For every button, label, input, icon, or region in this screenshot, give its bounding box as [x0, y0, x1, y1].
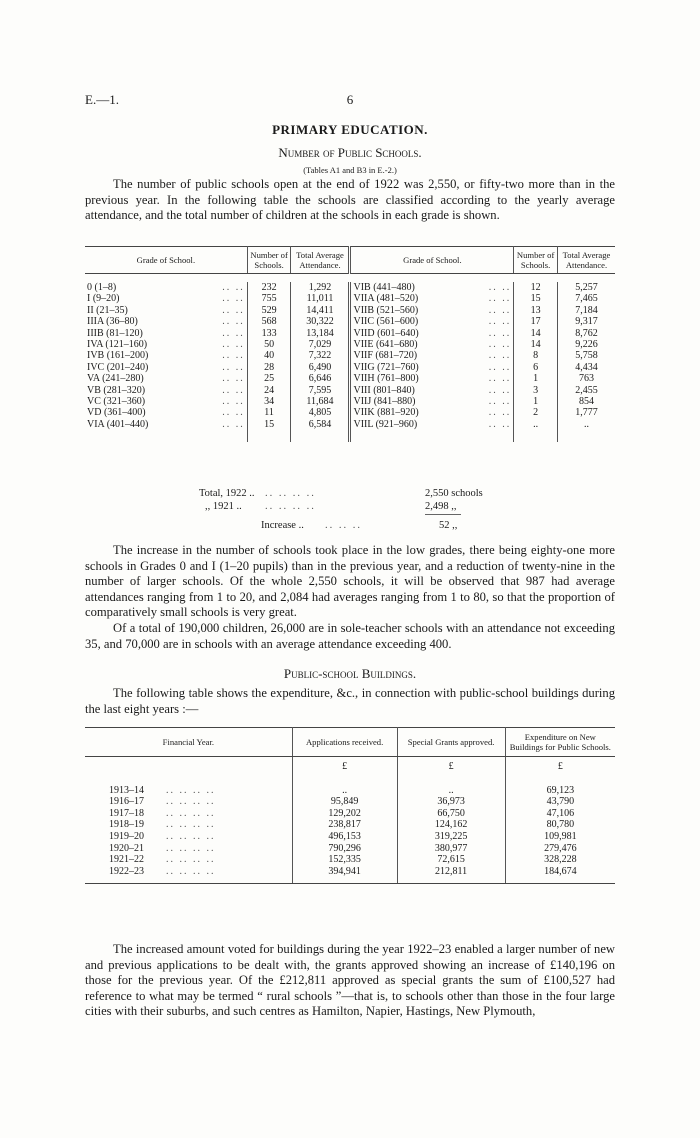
financial-year: 1916–17	[109, 796, 144, 808]
school-count: 28	[247, 362, 291, 373]
school-count: 14	[514, 339, 558, 350]
school-count: 50	[247, 339, 291, 350]
grade-label: IVA (121–160)	[87, 339, 148, 351]
attendance-total: 8,762	[575, 327, 598, 339]
school-count: 40	[247, 350, 291, 361]
table-reference-note: (Tables A1 and B3 in E.-2.)	[303, 165, 397, 175]
grade-label: VA (241–280)	[87, 373, 144, 385]
attendance-total: 11,011	[291, 293, 350, 304]
grants-value: 124,162	[397, 819, 505, 831]
expenditure-header: Expenditure on New Buildings for Public Schools.	[505, 728, 615, 757]
grade-label: II (21–35)	[87, 304, 128, 316]
school-count: 17	[514, 316, 558, 327]
applications-value: 238,817	[292, 819, 397, 831]
grade-table	[85, 246, 615, 442]
grade-label: IIIA (36–80)	[87, 316, 138, 328]
attendance-header-right: Total Average Attendance.	[557, 247, 615, 274]
attendance-total: 9,226	[575, 339, 598, 351]
building-row: 1916–17 .. .. .. .. 95,849 36,973 43,790	[85, 796, 615, 808]
grade-label: VIA (401–440)	[87, 418, 149, 430]
total-1922-label: Total, 1922 ..	[199, 488, 255, 499]
financial-year: 1919–20	[109, 830, 144, 842]
grade-row: VIA (401–440) .. .. 15 6,584 VIIL (921–960) .. .. .. ..	[85, 419, 615, 430]
applications-value: 152,335	[292, 854, 397, 866]
building-row: 1919–20 .. .. .. .. 496,153 319,225 109,981	[85, 831, 615, 843]
attendance-total: 5,758	[575, 350, 598, 362]
attendance-total: 5,257	[575, 282, 598, 293]
grade-label: I (9–20)	[87, 293, 120, 305]
applications-value: 394,941	[292, 866, 397, 884]
grade-header-right: Grade of School.	[350, 247, 514, 274]
school-count: 14	[514, 328, 558, 339]
attendance-total: 7,465	[575, 293, 598, 305]
currency-applications: £	[292, 757, 397, 774]
attendance-total: 4,434	[575, 361, 598, 373]
attendance-total: 6,584	[291, 419, 350, 430]
grade-label: VIII (801–840)	[353, 384, 415, 396]
building-row: 1913–14 .. .. .. .. .. .. 69,123	[85, 785, 615, 797]
building-row: 1917–18 .. .. .. .. 129,202 66,750 47,106	[85, 808, 615, 820]
grade-row: VD (361–400) .. .. 11 4,805 VIIK (881–920) .. .. 2 1,777	[85, 407, 615, 418]
building-row: 1918–19 .. .. .. .. 238,817 124,162 80,780	[85, 819, 615, 831]
applications-value: 95,849	[292, 796, 397, 808]
grants-value: 212,811	[397, 866, 505, 884]
grade-label: VB (281–320)	[87, 384, 146, 396]
building-row: 1920–21 .. .. .. .. 790,296 380,977 279,476	[85, 843, 615, 855]
school-count: 6	[514, 362, 558, 373]
grants-value: 72,615	[397, 854, 505, 866]
section-heading-buildings: Public-school Buildings.	[283, 666, 417, 681]
grade-label: VIIE (641–680)	[353, 339, 418, 351]
school-count: 568	[247, 316, 291, 327]
grade-row: IVB (161–200) .. .. 40 7,322 VIIF (681–720) .. .. 8 5,758	[85, 350, 615, 361]
grade-row: IIIB (81–120) .. .. 133 13,184 VIID (601–640) .. .. 14 8,762	[85, 328, 615, 339]
grants-value: 36,973	[397, 796, 505, 808]
expenditure-value: 69,123	[546, 784, 575, 796]
attendance-total: 6,490	[291, 362, 350, 373]
expenditure-value: 184,674	[505, 866, 615, 884]
school-count: 232	[247, 282, 291, 293]
grade-label: VIIJ (841–880)	[353, 396, 416, 408]
grade-row: IIIA (36–80) .. .. 568 30,322 VIIC (561–600) .. .. 17 9,317	[85, 316, 615, 327]
school-count: 755	[247, 293, 291, 304]
financial-year-header: Financial Year.	[85, 728, 292, 757]
attendance-total: 7,184	[575, 304, 598, 316]
expenditure-value: 43,790	[546, 796, 575, 808]
grants-value: 66,750	[397, 808, 505, 820]
number-header-right: Number of Schools.	[514, 247, 558, 274]
expenditure-value: 80,780	[546, 819, 575, 831]
attendance-total: 4,805	[291, 407, 350, 418]
grade-label: VIIF (681–720)	[353, 350, 418, 362]
financial-year: 1918–19	[109, 819, 144, 831]
section-heading-number-of-schools: Number of Public Schools.	[278, 145, 422, 160]
school-count: 34	[247, 396, 291, 407]
school-count: 2	[514, 407, 558, 418]
applications-header: Applications received.	[292, 728, 397, 757]
applications-value: ..	[292, 785, 397, 797]
grade-label: IVB (161–200)	[87, 350, 149, 362]
grants-header: Special Grants approved.	[397, 728, 505, 757]
totals-rule	[425, 514, 461, 515]
grade-label: VIIL (921–960)	[353, 418, 418, 430]
paragraph-children: Of a total of 190,000 children, 26,000 are in sole-teacher schools with an attendance not exceeding 35, and 70,000 are in schools with an average attendance exceeding 400.	[85, 621, 615, 651]
grants-value: ..	[397, 785, 505, 797]
attendance-total: 1,292	[291, 282, 350, 293]
financial-year: 1920–21	[109, 842, 144, 854]
school-count: 3	[514, 385, 558, 396]
currency-expenditure: £	[557, 761, 563, 773]
attendance-total: 7,322	[291, 350, 350, 361]
school-count: 8	[514, 350, 558, 361]
grade-label: VD (361–400)	[87, 407, 146, 419]
number-header-left: Number of Schools.	[247, 247, 291, 274]
grants-value: 319,225	[397, 831, 505, 843]
total-1922-value: 2,550 schools	[425, 488, 483, 499]
grade-label: VIID (601–640)	[353, 327, 419, 339]
attendance-total: 30,322	[291, 316, 350, 327]
school-count: 13	[514, 305, 558, 316]
document-reference: E.—1.	[85, 92, 119, 107]
grade-row: I (9–20) .. .. 755 11,011 VIIA (481–520) .. .. 15 7,465	[85, 293, 615, 304]
grade-header-left: Grade of School.	[85, 247, 247, 274]
financial-year: 1922–23	[109, 865, 144, 877]
school-count: 12	[514, 282, 558, 293]
grade-label: VIIG (721–760)	[353, 361, 419, 373]
school-count: 11	[247, 407, 291, 418]
school-count: 25	[247, 373, 291, 384]
school-count: 529	[247, 305, 291, 316]
grade-label: VIB (441–480)	[353, 282, 415, 293]
attendance-total: ..	[583, 418, 589, 430]
buildings-table-body	[85, 757, 615, 884]
grade-label: VIIB (521–560)	[353, 304, 419, 316]
attendance-total: 7,029	[291, 339, 350, 350]
applications-value: 496,153	[292, 831, 397, 843]
total-1921-value: 2,498 ,,	[425, 501, 457, 512]
expenditure-value: 279,476	[544, 842, 577, 854]
financial-year: 1921–22	[109, 854, 144, 866]
attendance-header-left: Total Average Attendance.	[291, 247, 350, 274]
grade-row: 0 (1–8) .. .. 232 1,292 VIB (441–480) .. .. 12 5,257	[85, 282, 615, 293]
page-title: PRIMARY EDUCATION.	[272, 122, 428, 137]
attendance-total: 13,184	[291, 328, 350, 339]
paragraph-grants: The increased amount voted for buildings during the year 1922–23 enabled a larger number of new and previous applications to be dealt with, the grants approved showing an increase of £140,196 on those for the previous year. Of the £212,811 approved as special grants the sum of £100,527 had reference to what may be termed “ rural schools ”—that is, to schools other than those in the four large cities with their suburbs, and such centres as Hamilton, Napier, Hastings, New Plymouth,	[85, 942, 615, 1019]
grade-row: IVC (201–240) .. .. 28 6,490 VIIG (721–760) .. .. 6 4,434	[85, 362, 615, 373]
grants-value: 380,977	[397, 843, 505, 855]
attendance-total: 763	[578, 373, 594, 385]
school-count: 24	[247, 385, 291, 396]
grade-label: 0 (1–8)	[87, 282, 117, 293]
grade-label: VC (321–360)	[87, 396, 146, 408]
school-count: 15	[247, 419, 291, 430]
grade-row: VC (321–360) .. .. 34 11,684 VIIJ (841–880) .. .. 1 854	[85, 396, 615, 407]
expenditure-value: 109,981	[544, 830, 577, 842]
school-count: 1	[514, 373, 558, 384]
grade-row: VB (281–320) .. .. 24 7,595 VIII (801–840) .. .. 3 2,455	[85, 385, 615, 396]
attendance-total: 7,595	[291, 385, 350, 396]
school-count: 15	[514, 293, 558, 304]
applications-value: 790,296	[292, 843, 397, 855]
attendance-total: 6,646	[291, 373, 350, 384]
grade-label: VIIA (481–520)	[353, 293, 419, 305]
grade-label: IIIB (81–120)	[87, 327, 143, 339]
financial-year: 1913–14	[109, 784, 144, 796]
expenditure-value: 328,228	[544, 854, 577, 866]
intro-paragraph: The number of public schools open at the end of 1922 was 2,550, or fifty-two more than in the previous year. In the following table the schools are classified according to the yearly average attendance, and the total number of children at the schools in each grade is shown.	[85, 177, 615, 223]
building-row: 1922–23 .. .. .. .. 394,941 212,811 184,674	[85, 866, 615, 884]
attendance-total: 9,317	[575, 316, 598, 328]
increase-label: Increase ..	[261, 520, 304, 531]
attendance-total: 2,455	[575, 384, 598, 396]
attendance-total: 854	[578, 396, 594, 408]
school-count: 1	[514, 396, 558, 407]
building-row: 1921–22 .. .. .. .. 152,335 72,615 328,228	[85, 854, 615, 866]
buildings-table	[85, 727, 615, 884]
grade-row: IVA (121–160) .. .. 50 7,029 VIIE (641–680) .. .. 14 9,226	[85, 339, 615, 350]
school-count: ..	[514, 419, 558, 430]
grade-label: VIIH (761–800)	[353, 373, 419, 385]
financial-year: 1917–18	[109, 807, 144, 819]
grade-table-body	[85, 274, 615, 442]
paragraph-increase: The increase in the number of schools took place in the low grades, there being eighty-one more schools in Grades 0 and I (1–20 pupils) than in the previous year, and a reduction of twenty-nine in the number of larger schools. Of the whole 2,550 schools, it will be observed that 987 had average attendances ranging from 1 to 20, and 2,084 had averages ranging from 1 to 80, so that the proportion of comparatively small schools is very great.	[85, 543, 615, 620]
total-1921-label: ,, 1921 ..	[205, 501, 242, 512]
attendance-total: 14,411	[291, 305, 350, 316]
grade-label: VIIC (561–600)	[353, 316, 419, 328]
grade-label: VIIK (881–920)	[353, 407, 419, 419]
attendance-total: 11,684	[291, 396, 350, 407]
currency-grants: £	[397, 757, 505, 774]
page-number: 6	[346, 92, 354, 107]
school-count: 133	[247, 328, 291, 339]
grade-row: II (21–35) .. .. 529 14,411 VIIB (521–560) .. .. 13 7,184	[85, 305, 615, 316]
grade-row: VA (241–280) .. .. 25 6,646 VIIH (761–800) .. .. 1 763	[85, 373, 615, 384]
grade-label: IVC (201–240)	[87, 361, 149, 373]
buildings-intro: The following table shows the expenditure, &c., in connection with public-school buildings during the last eight years :—	[85, 686, 615, 716]
attendance-total: 1,777	[575, 407, 598, 419]
increase-value: 52 ,,	[439, 520, 458, 531]
applications-value: 129,202	[292, 808, 397, 820]
expenditure-value: 47,106	[546, 807, 575, 819]
